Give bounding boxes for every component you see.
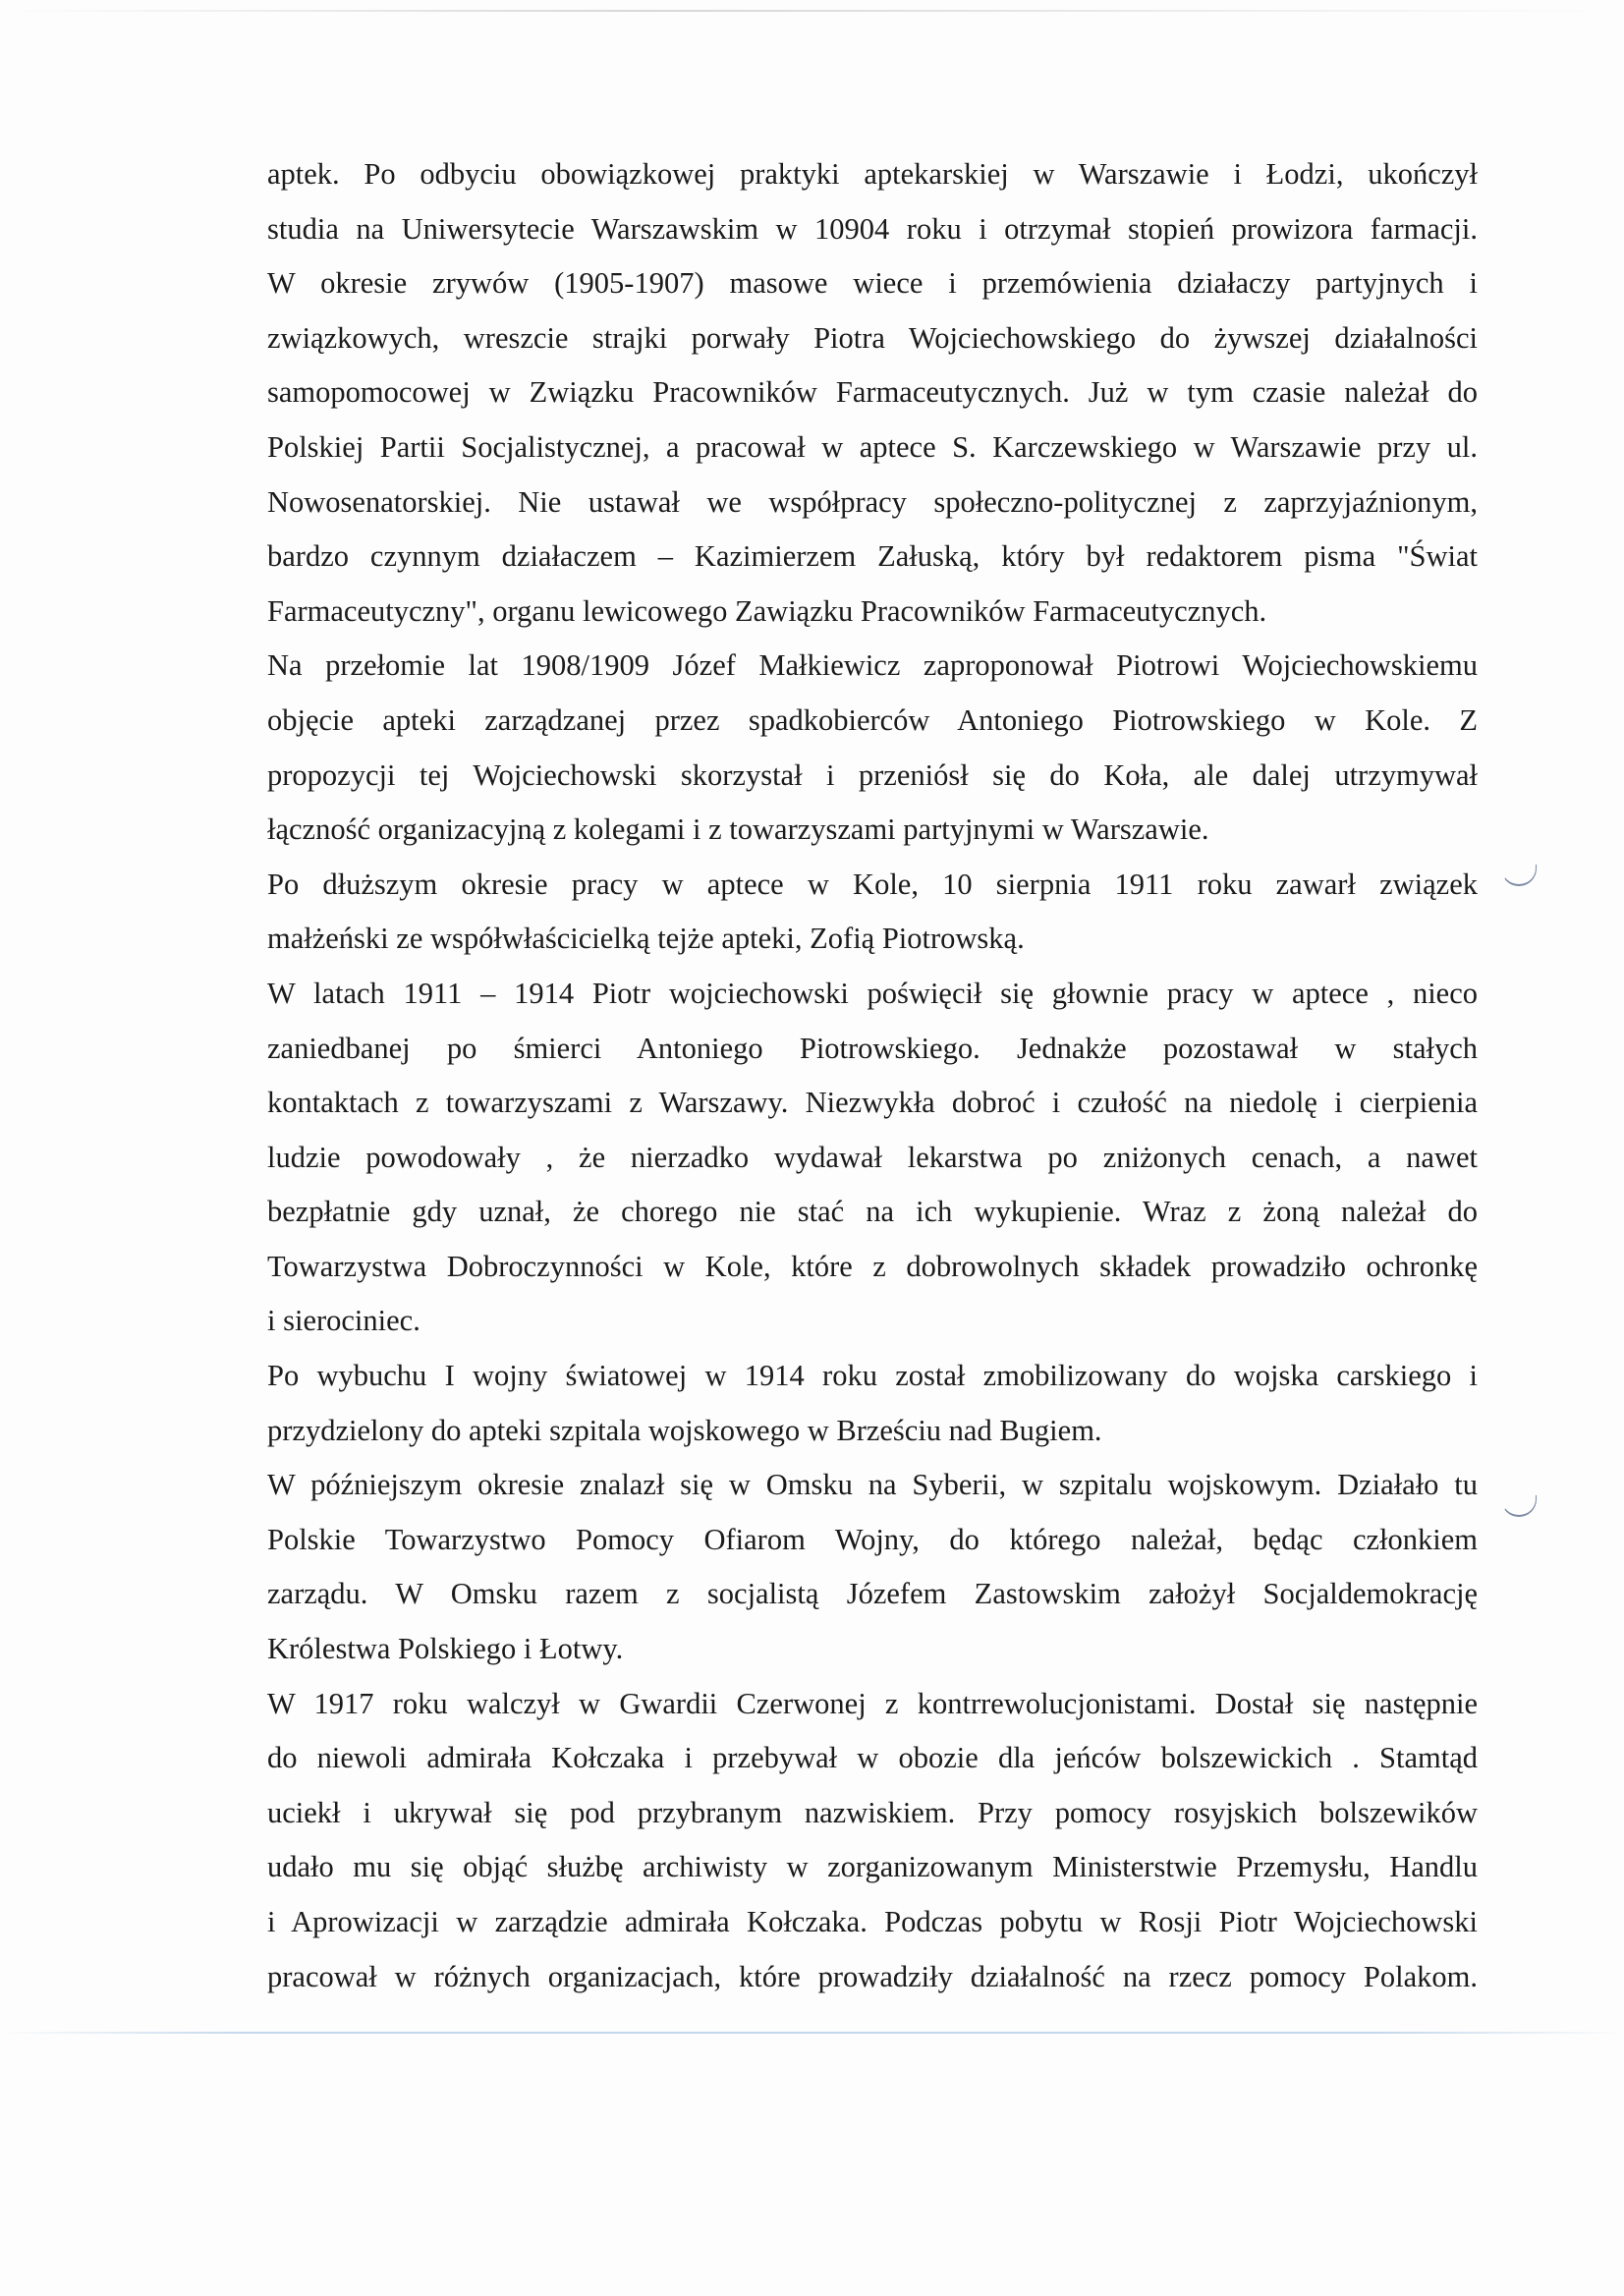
scan-line — [0, 2032, 1624, 2034]
text-line: W 1917 roku walczył w Gwardii Czerwonej z kontrrewolucjonistami. Dostał się następnie — [267, 1686, 1478, 1720]
text-line: bardzo czynnym działaczem – Kazimierzem Załuską, który był redaktorem pisma "Świat — [267, 539, 1478, 574]
text-line: studia na Uniwersytecie Warszawskim w 10904 roku i otrzymał stopień prowizora farmacji. — [267, 211, 1478, 246]
text-line: i sierociniec. — [267, 1304, 420, 1338]
text-line: do niewoli admirała Kołczaka i przebywał w obozie dla jeńców bolszewickich . Stamtąd — [267, 1741, 1478, 1775]
text-line: zarządu. W Omsku razem z socjalistą Józefem Zastowskim założył Socjaldemokrację — [267, 1577, 1478, 1611]
text-line: objęcie apteki zarządzanej przez spadkobierców Antoniego Piotrowskiego w Kole. Z — [267, 702, 1478, 737]
text-line: Po dłuższym okresie pracy w aptece w Kole, 10 sierpnia 1911 roku zawarł związek — [267, 867, 1478, 901]
text-line: aptek. Po odbyciu obowiązkowej praktyki aptekarskiej w Warszawie i Łodzi, ukończył — [267, 157, 1478, 191]
scan-edge-top — [0, 10, 1624, 12]
text-line: małżeński ze współwłaścicielką tejże apteki, Zofią Piotrowską. — [267, 922, 1025, 956]
text-line: i Aprowizacji w zarządzie admirała Kołczaka. Podczas pobytu w Rosji Piotr Wojciechowski — [267, 1905, 1478, 1938]
text-line: W późniejszym okresie znalazł się w Omsku na Syberii, w szpitalu wojskowym. Działało tu — [267, 1468, 1478, 1502]
text-line: Polskiej Partii Socjalistycznej, a pracował w aptece S. Karczewskiego w Warszawie przy ul. — [267, 429, 1478, 464]
text-line: Towarzystwa Dobroczynności w Kole, które z dobrowolnych składek prowadziło ochronkę — [267, 1249, 1478, 1283]
text-line: bezpłatnie gdy uznał, że chorego nie stać na ich wykupienie. Wraz z żoną należał do — [267, 1195, 1478, 1229]
text-line: Nowosenatorskiej. Nie ustawał we współpracy społeczno-politycznej z zaprzyjaźnionym, — [267, 484, 1478, 519]
text-line: pracował w różnych organizacjach, które prowadziły działalność na rzecz pomocy Polakom. — [267, 1959, 1478, 1993]
text-line: Polskie Towarzystwo Pomocy Ofiarom Wojny, do którego należał, będąc członkiem — [267, 1522, 1478, 1556]
punch-hole-mark-icon — [1501, 1495, 1537, 1517]
text-line: W okresie zrywów (1905-1907) masowe wiece i przemówienia działaczy partyjnych i — [267, 266, 1478, 301]
text-line: zaniedbanej po śmierci Antoniego Piotrowskiego. Jednakże pozostawał w stałych — [267, 1031, 1478, 1065]
text-line: Na przełomie lat 1908/1909 Józef Małkiewicz zaproponował Piotrowi Wojciechowskiemu — [267, 648, 1478, 683]
text-line: udało mu się objąć służbę archiwisty w zorganizowanym Ministerstwie Przemysłu, Handlu — [267, 1850, 1478, 1884]
text-line: propozycji tej Wojciechowski skorzystał i przeniósł się do Koła, ale dalej utrzymywał — [267, 757, 1478, 792]
text-line: Po wybuchu I wojny światowej w 1914 roku został zmobilizowany do wojska carskiego i — [267, 1359, 1478, 1393]
document-body — [267, 147, 1478, 2004]
text-line: łączność organizacyjną z kolegami i z towarzyszami partyjnymi w Warszawie. — [267, 812, 1209, 847]
text-line: przydzielony do apteki szpitala wojskowego w Brześciu nad Bugiem. — [267, 1413, 1102, 1447]
text-line: związkowych, wreszcie strajki porwały Piotra Wojciechowskiego do żywszej działalności — [267, 320, 1478, 355]
text-line: samopomocowej w Związku Pracowników Farmaceutycznych. Już w tym czasie należał do — [267, 375, 1478, 410]
text-line: ludzie powodowały , że nierzadko wydawał lekarstwa po zniżonych cenach, a nawet — [267, 1140, 1478, 1174]
punch-hole-mark-icon — [1501, 865, 1537, 886]
text-line: uciekł i ukrywał się pod przybranym nazwiskiem. Przy pomocy rosyjskich bolszewików — [267, 1795, 1478, 1829]
text-line: Królestwa Polskiego i Łotwy. — [267, 1632, 624, 1666]
text-line: W latach 1911 – 1914 Piotr wojciechowski poświęcił się głownie pracy w aptece , nieco — [267, 976, 1478, 1010]
text-line: Farmaceutyczny", organu lewicowego Zawiązku Pracowników Farmaceutycznych. — [267, 593, 1267, 628]
text-line: kontaktach z towarzyszami z Warszawy. Niezwykła dobroć i czułość na niedolę i cierpienia — [267, 1086, 1478, 1120]
